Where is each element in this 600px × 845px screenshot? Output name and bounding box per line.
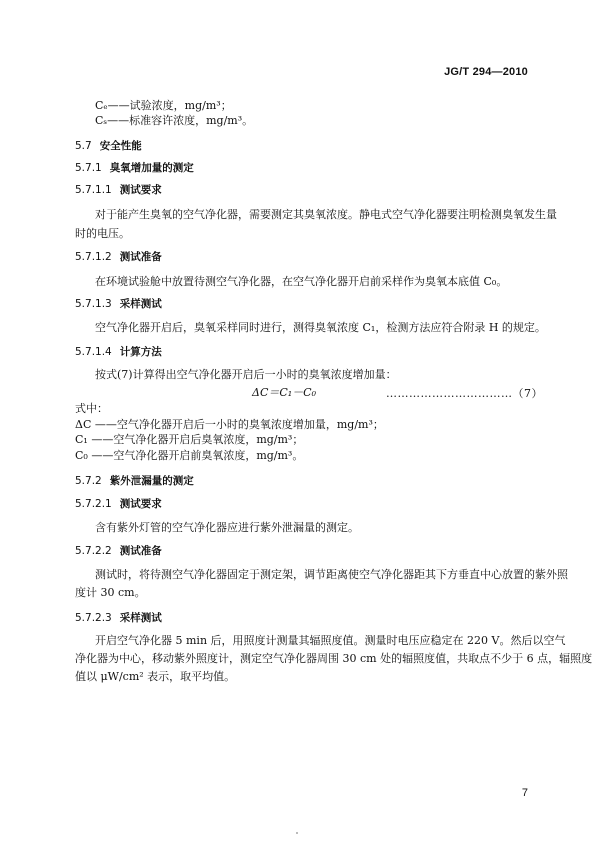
paragraph-5-7-2-3-line2: 净化器为中心，移动紫外照度计，测定空气净化器周围 30 cm 处的辐照度值，共取点不少于 6 点，辐照度 [75,652,593,665]
section-heading-5-7-2-2 [75,544,162,558]
section-heading-5-7-2-3 [75,611,162,625]
paragraph-5-7-1-2: 在环境试验舱中放置待测空气净化器，在空气净化器开启前采样作为臭氧本底值 C₀。 [95,275,508,288]
section-title: 测试要求 [119,184,162,196]
section-number: 5.7.2.1 [75,498,112,510]
definition-c1: C₁ ——空气净化器开启后臭氧浓度，mg/m³； [75,433,304,446]
scan-speck [296,832,298,834]
paragraph-5-7-2-2-line1: 测试时，将待测空气净化器固定于测定架，调节距离使空气净化器距其下方垂直中心放置的紫外照 [95,568,568,581]
section-number: 5.7.2.2 [75,545,112,557]
section-number: 5.7 [75,140,92,152]
section-title: 臭氧增加量的测定 [109,162,194,174]
paragraph-5-7-1-1-line1: 对于能产生臭氧的空气净化器，需要测定其臭氧浓度。静电式空气净化器要注明检测臭氧发生量 [95,208,557,221]
section-title: 采样测试 [119,298,162,310]
paragraph-5-7-2-3-line1: 开启空气净化器 5 min 后，用照度计测量其辐照度值。测量时电压应稳定在 220 V。然后以空气 [95,634,566,647]
definition-delta-c: ΔC ——空气净化器开启后一小时的臭氧浓度增加量，mg/m³； [75,418,384,431]
section-heading-5-7-1-2 [75,250,162,264]
section-heading-5-7-1-1 [75,183,162,197]
paragraph-5-7-2-2-line2: 度计 30 cm。 [75,586,146,599]
paragraph-5-7-1-1-line2: 时的电压。 [75,227,130,240]
section-heading-5-7-2-1 [75,497,162,511]
section-heading-5-7-1-3 [75,297,162,311]
section-title: 测试准备 [119,545,162,557]
definition-cs: Cₛ——标准容许浓度，mg/m³。 [95,114,254,127]
where-label: 式中： [75,402,108,415]
paragraph-5-7-1-4-intro: 按式(7)计算得出空气净化器开启后一小时的臭氧浓度增加量： [95,368,397,381]
section-heading-5-7-2 [75,474,194,488]
section-number: 5.7.1 [75,162,102,174]
section-heading-5-7-1 [75,161,194,175]
section-number: 5.7.1.4 [75,346,112,358]
section-number: 5.7.1.3 [75,298,112,310]
section-heading-5-7-1-4 [75,345,162,359]
section-title: 紫外泄漏量的测定 [109,475,194,487]
section-title: 采样测试 [119,612,162,624]
paragraph-5-7-2-3-line3: 值以 μW/cm² 表示，取平均值。 [75,670,236,683]
section-title: 测试准备 [119,251,162,263]
equation-number: ……………………………（7） [386,387,543,400]
section-number: 5.7.1.1 [75,184,112,196]
equation-7: ΔC＝C₁－C₀ [252,386,317,399]
section-title: 测试要求 [119,498,162,510]
section-heading-5-7 [75,139,142,153]
section-number: 5.7.2.3 [75,612,112,624]
paragraph-5-7-1-3: 空气净化器开启后，臭氧采样同时进行，测得臭氧浓度 C₁，检测方法应符合附录 H 的规定。 [95,321,546,334]
section-number: 5.7.2 [75,475,102,487]
paragraph-5-7-2-1: 含有紫外灯管的空气净化器应进行紫外泄漏量的测定。 [95,521,359,534]
section-title: 安全性能 [99,140,142,152]
section-title: 计算方法 [119,346,162,358]
section-number: 5.7.1.2 [75,251,112,263]
page-number: 7 [521,787,528,799]
definition-c0: C₀ ——空气净化器开启前臭氧浓度，mg/m³。 [75,449,304,462]
document-code-header: JG/T 294—2010 [444,66,528,78]
definition-ce: Cₑ——试验浓度，mg/m³； [95,99,232,112]
